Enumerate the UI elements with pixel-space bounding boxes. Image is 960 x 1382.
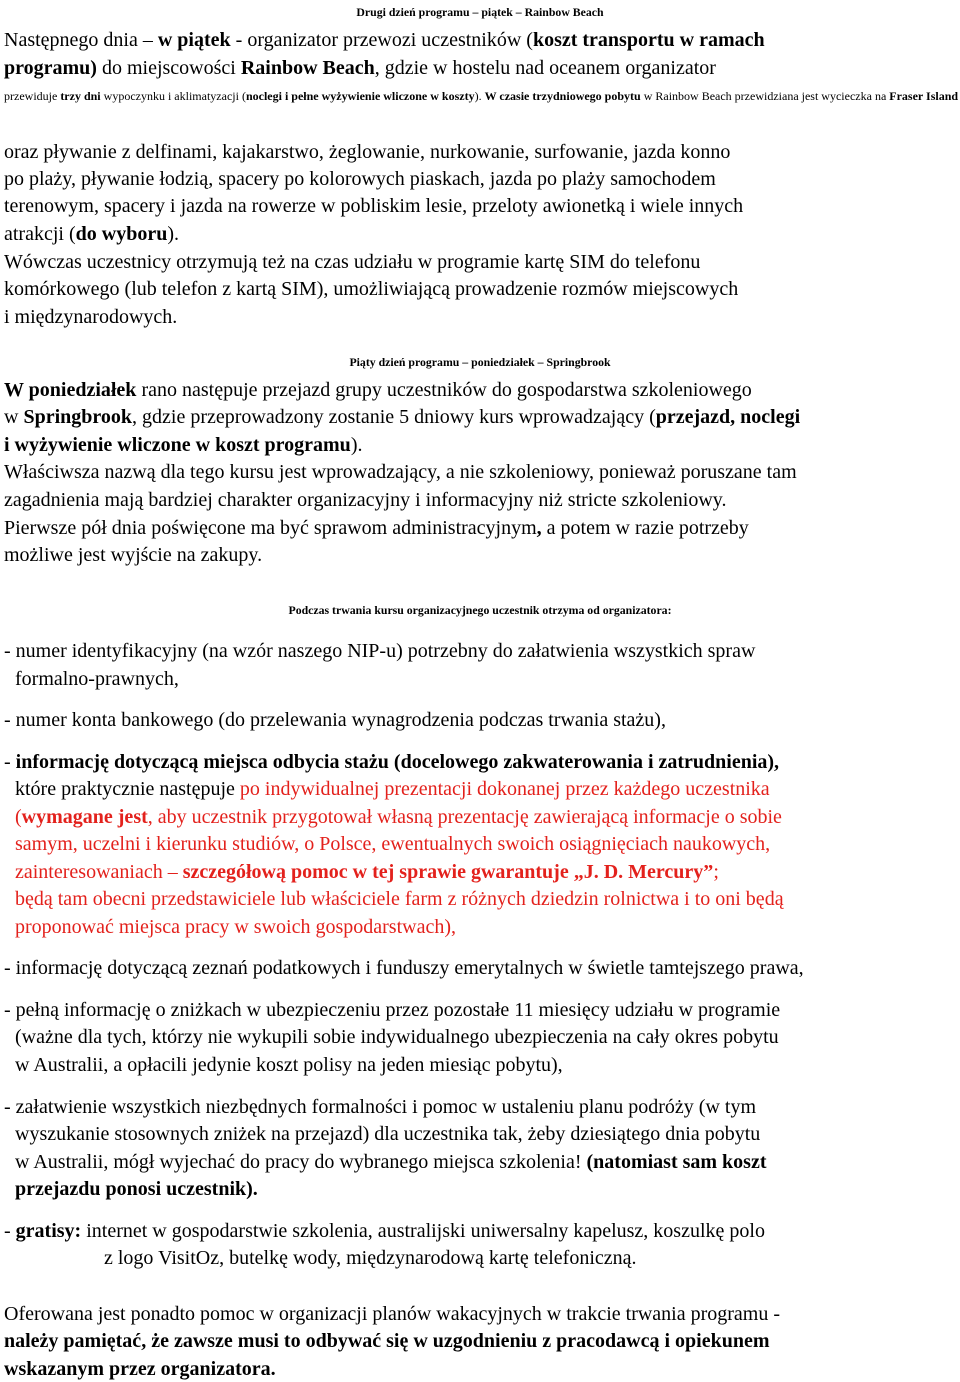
list-item-line: w Australii, mógł wyjechać do pracy do wybranego miejsca szkolenia! (natomiast sam koszt [15,1151,767,1173]
paragraph-line: należy pamiętać, że zawsze musi to odbywać się w uzgodnieniu z pracodawcą i opiekunem [4,1330,770,1352]
paragraph-line: zagadnienia mają bardziej charakter organizacyjny i informacyjny niż stricte szkoleniowy. [4,489,727,511]
list-item-line: formalno-prawnych, [15,668,179,690]
list-item-line: - informację dotyczącą zeznań podatkowych i funduszy emerytalnych w świetle tamtejszego prawa, [4,957,804,979]
paragraph-line: Wówczas uczestnicy otrzymują też na czas udziału w programie kartę SIM do telefonu [4,251,701,273]
paragraph-line: atrakcji (do wyboru). [4,223,179,245]
paragraph-line: Oferowana jest ponadto pomoc w organizacji planów wakacyjnych w trakcie trwania programu - [4,1303,781,1325]
paragraph-line: Właściwsza nazwą dla tego kursu jest wprowadzający, a nie szkoleniowy, ponieważ poruszane tam [4,461,797,483]
paragraph-line: po plaży, pływanie łodzią, spacery po kolorowych piaskach, jazda po plaży samochodem [4,168,716,190]
paragraph-line: komórkowego (lub telefon z kartą SIM), umożliwiającą prowadzenie rozmów miejscowych [4,278,739,300]
paragraph-line: Następnego dnia – w piątek - organizator przewozi uczestników (koszt transportu w ramach [4,29,765,51]
paragraph-line: i wyżywienie wliczone w koszt programu). [4,434,363,456]
paragraph-line: oraz pływanie z delfinami, kajakarstwo, żeglowanie, nurkowanie, surfowanie, jazda konno [4,141,731,163]
list-item-line: - numer konta bankowego (do przelewania wynagrodzenia podczas trwania stażu), [4,709,666,731]
heading-course-benefits: Podczas trwania kursu organizacyjnego uczestnik otrzyma od organizatora: [288,603,672,617]
list-item-line: - gratisy: internet w gospodarstwie szkolenia, australijski uniwersalny kapelusz, koszulkę polo [4,1220,765,1242]
paragraph-line: wskazanym przez organizatora. [4,1358,276,1380]
list-item-line: które praktycznie następuje po indywidualnej prezentacji dokonanej przez każdego uczestnika [15,778,770,800]
list-item-line: (ważne dla tych, którzy nie wykupili sobie indywidualnego ubezpieczenia na cały okres pobytu [15,1026,779,1048]
list-item-line: w Australii, a opłacili jedynie koszt polisy na jeden miesiąc pobytu), [15,1054,563,1076]
paragraph-line: przewiduje trzy dni wypoczynku i aklimatyzacji (noclegi i pełne wyżywienie wliczone w koszty). W czasie trzydniowego pobytu w Rainbow Beach przewidziana jest wycieczka na Fraser Island [4,89,959,103]
paragraph-line: i międzynarodowych. [4,306,178,328]
paragraph-line: Pierwsze pół dnia poświęcone ma być sprawom administracyjnym, a potem w razie potrzeby [4,517,749,539]
heading-day-5: Piąty dzień programu – poniedziałek – Springbrook [349,355,611,369]
paragraph-line: programu) do miejscowości Rainbow Beach, gdzie w hostelu nad oceanem organizator [4,57,716,79]
paragraph-line: terenowym, spacery i jazda na rowerze w pobliskim lesie, przeloty awionetką i wiele innych [4,195,744,217]
list-item-line: proponować miejsca pracy w swoich gospodarstwach), [15,916,456,938]
list-item-line: - numer identyfikacyjny (na wzór naszego NIP-u) potrzebny do załatwienia wszystkich spraw [4,640,756,662]
list-item-line: - pełną informację o zniżkach w ubezpieczeniu przez pozostałe 11 miesięcy udziału w programie [4,999,781,1021]
list-item-line: będą tam obecni przedstawiciele lub właściciele farm z różnych dziedzin rolnictwa i to oni będą [15,888,784,910]
list-item-line: - informację dotyczącą miejsca odbycia stażu (docelowego zakwaterowania i zatrudnienia), [4,751,780,773]
list-item-line: zainteresowaniach – szczegółową pomoc w tej sprawie gwarantuje „J. D. Mercury”; [15,861,719,883]
paragraph-line: w Springbrook, gdzie przeprowadzony zostanie 5 dniowy kurs wprowadzający (przejazd, noclegi [4,406,801,428]
list-item-line: samym, uczelni i kierunku studiów, o Polsce, ewentualnych swoich osiągnięciach naukowych, [15,833,771,855]
list-item-line: - załatwienie wszystkich niezbędnych formalności i pomoc w ustaleniu planu podróży (w tym [4,1096,757,1118]
list-item-line: wyszukanie stosownych zniżek na przejazd) dla uczestnika tak, żeby dziesiątego dnia pobytu [15,1123,761,1145]
list-item-line: z logo VisitOz, butelkę wody, międzynarodową kartę telefoniczną. [104,1247,637,1269]
list-item-line: (wymagane jest, aby uczestnik przygotował własną prezentację zawierającą informacje o sobie [15,806,782,828]
paragraph-line: możliwe jest wyjście na zakupy. [4,544,263,566]
paragraph-line: W poniedziałek rano następuje przejazd grupy uczestników do gospodarstwa szkoleniowego [4,379,752,401]
heading-day-2: Drugi dzień programu – piątek – Rainbow Beach [356,5,604,19]
list-item-line: przejazdu ponosi uczestnik). [15,1178,258,1200]
